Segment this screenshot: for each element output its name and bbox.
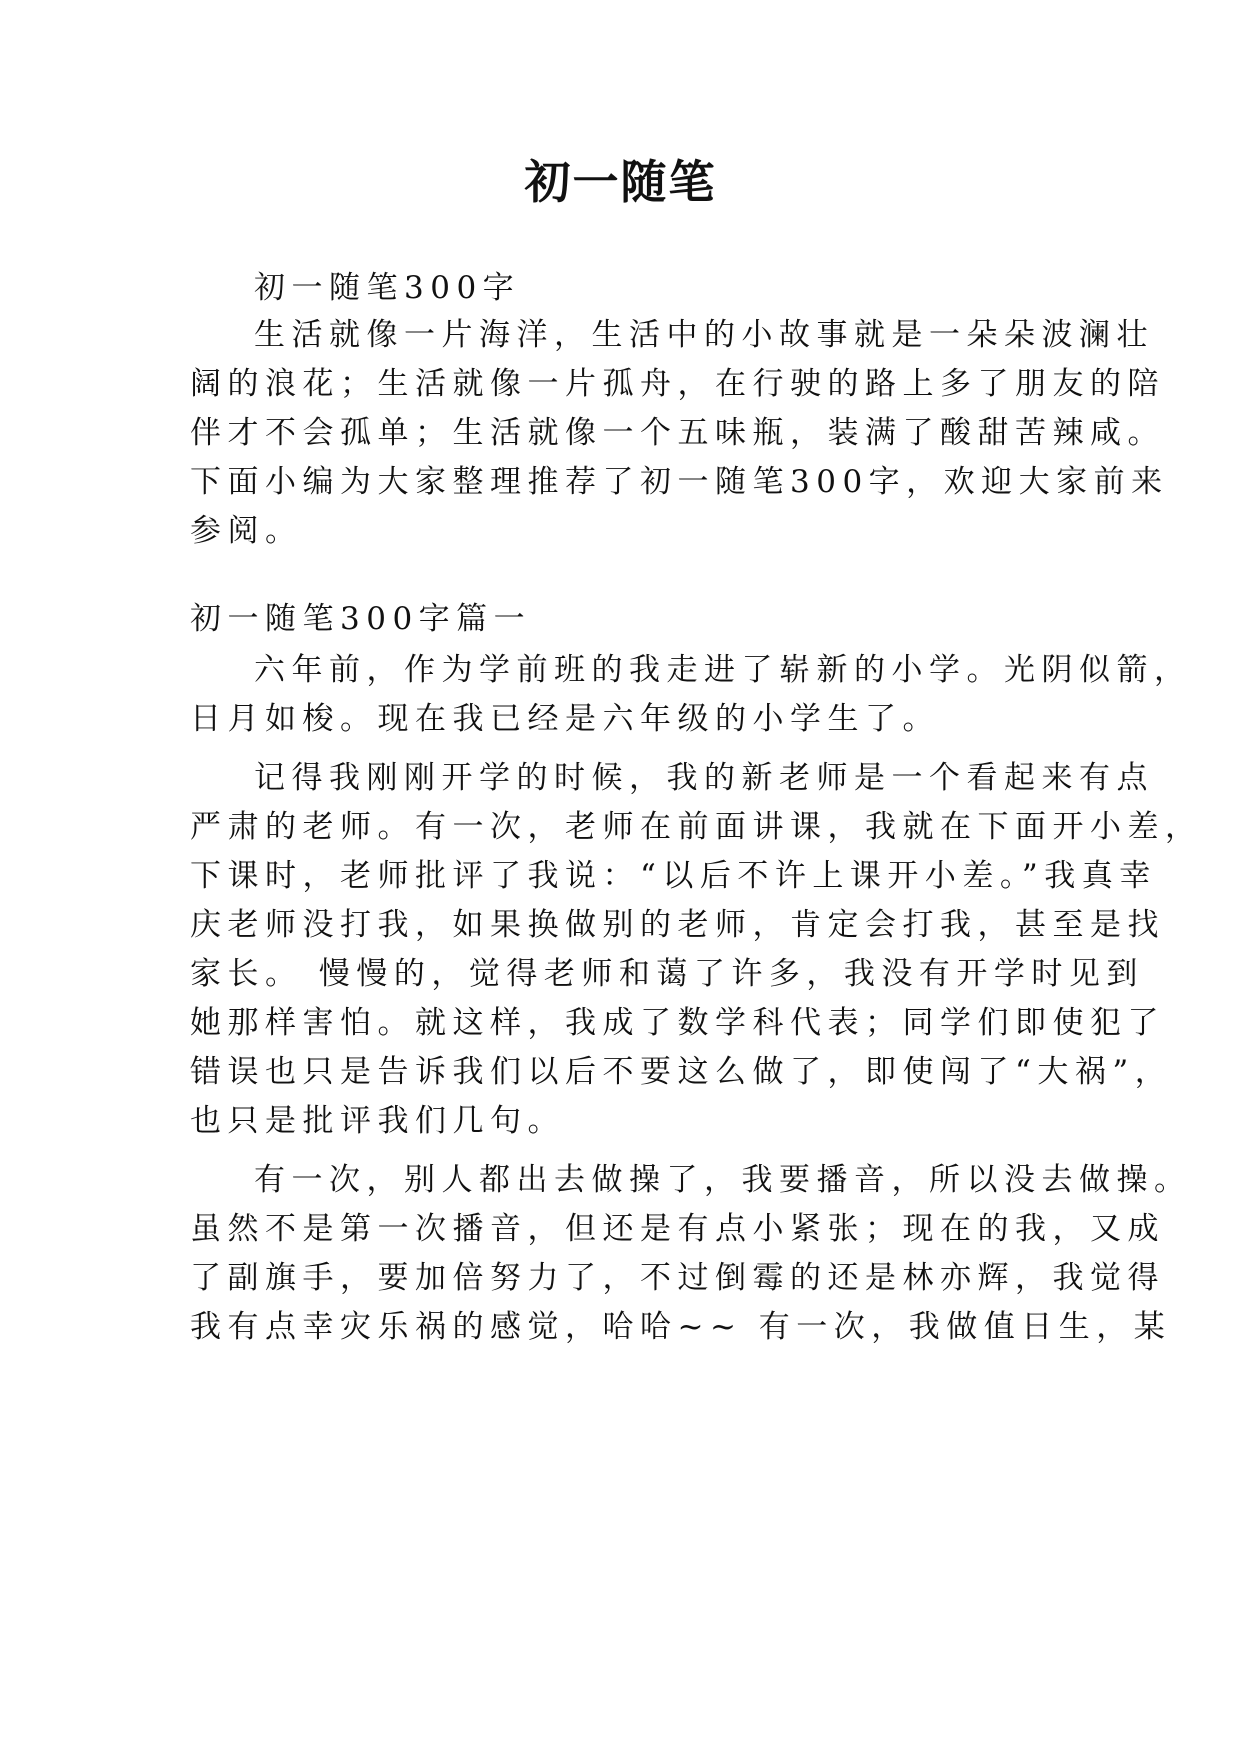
- paragraph-line: 了副旗手，要加倍努力了，不过倒霉的还是林亦辉，我觉得: [190, 1260, 1165, 1296]
- paragraph-line: 记得我刚刚开学的时候，我的新老师是一个看起来有点: [254, 760, 1154, 796]
- paragraph-line: 伴才不会孤单；生活就像一个五味瓶，装满了酸甜苦辣咸。: [190, 415, 1165, 451]
- paragraph-line: 六年前，作为学前班的我走进了崭新的小学。光阴似箭，: [254, 652, 1192, 688]
- paragraph-line: 也只是批评我们几句。: [190, 1103, 565, 1139]
- paragraph-line: 下面小编为大家整理推荐了初一随笔300字，欢迎大家前来: [190, 464, 1169, 500]
- document-title: 初一随笔: [524, 155, 717, 209]
- paragraph-line: 错误也只是告诉我们以后不要这么做了，即使闯了“大祸”，: [190, 1054, 1173, 1090]
- paragraph-line: 生活就像一片海洋，生活中的小故事就是一朵朵波澜壮: [254, 317, 1154, 353]
- paragraph-line: 她那样害怕。就这样，我成了数学科代表；同学们即使犯了: [190, 1005, 1165, 1041]
- paragraph-line: 下课时，老师批评了我说：“以后不许上课开小差。”我真幸: [190, 858, 1157, 894]
- paragraph-line: 家长。 慢慢的，觉得老师和蔼了许多，我没有开学时见到: [190, 956, 1144, 992]
- subtitle-line: 初一随笔300字: [254, 270, 521, 306]
- paragraph-line: 阔的浪花；生活就像一片孤舟，在行驶的路上多了朋友的陪: [190, 366, 1165, 402]
- paragraph-line: 日月如梭。现在我已经是六年级的小学生了。: [190, 701, 940, 737]
- paragraph-line: 庆老师没打我，如果换做别的老师，肯定会打我，甚至是找: [190, 907, 1165, 943]
- paragraph-line: 我有点幸灾乐祸的感觉，哈哈~~ 有一次，我做值日生，某: [190, 1309, 1172, 1345]
- paragraph-line: 有一次，别人都出去做操了，我要播音，所以没去做操。: [254, 1162, 1192, 1198]
- paragraph-line: 虽然不是第一次播音，但还是有点小紧张；现在的我，又成: [190, 1211, 1165, 1247]
- paragraph-line: 严肃的老师。有一次，老师在前面讲课，我就在下面开小差，: [190, 809, 1203, 845]
- section-heading: 初一随笔300字篇一: [190, 601, 532, 637]
- paragraph-line: 参阅。: [190, 513, 303, 549]
